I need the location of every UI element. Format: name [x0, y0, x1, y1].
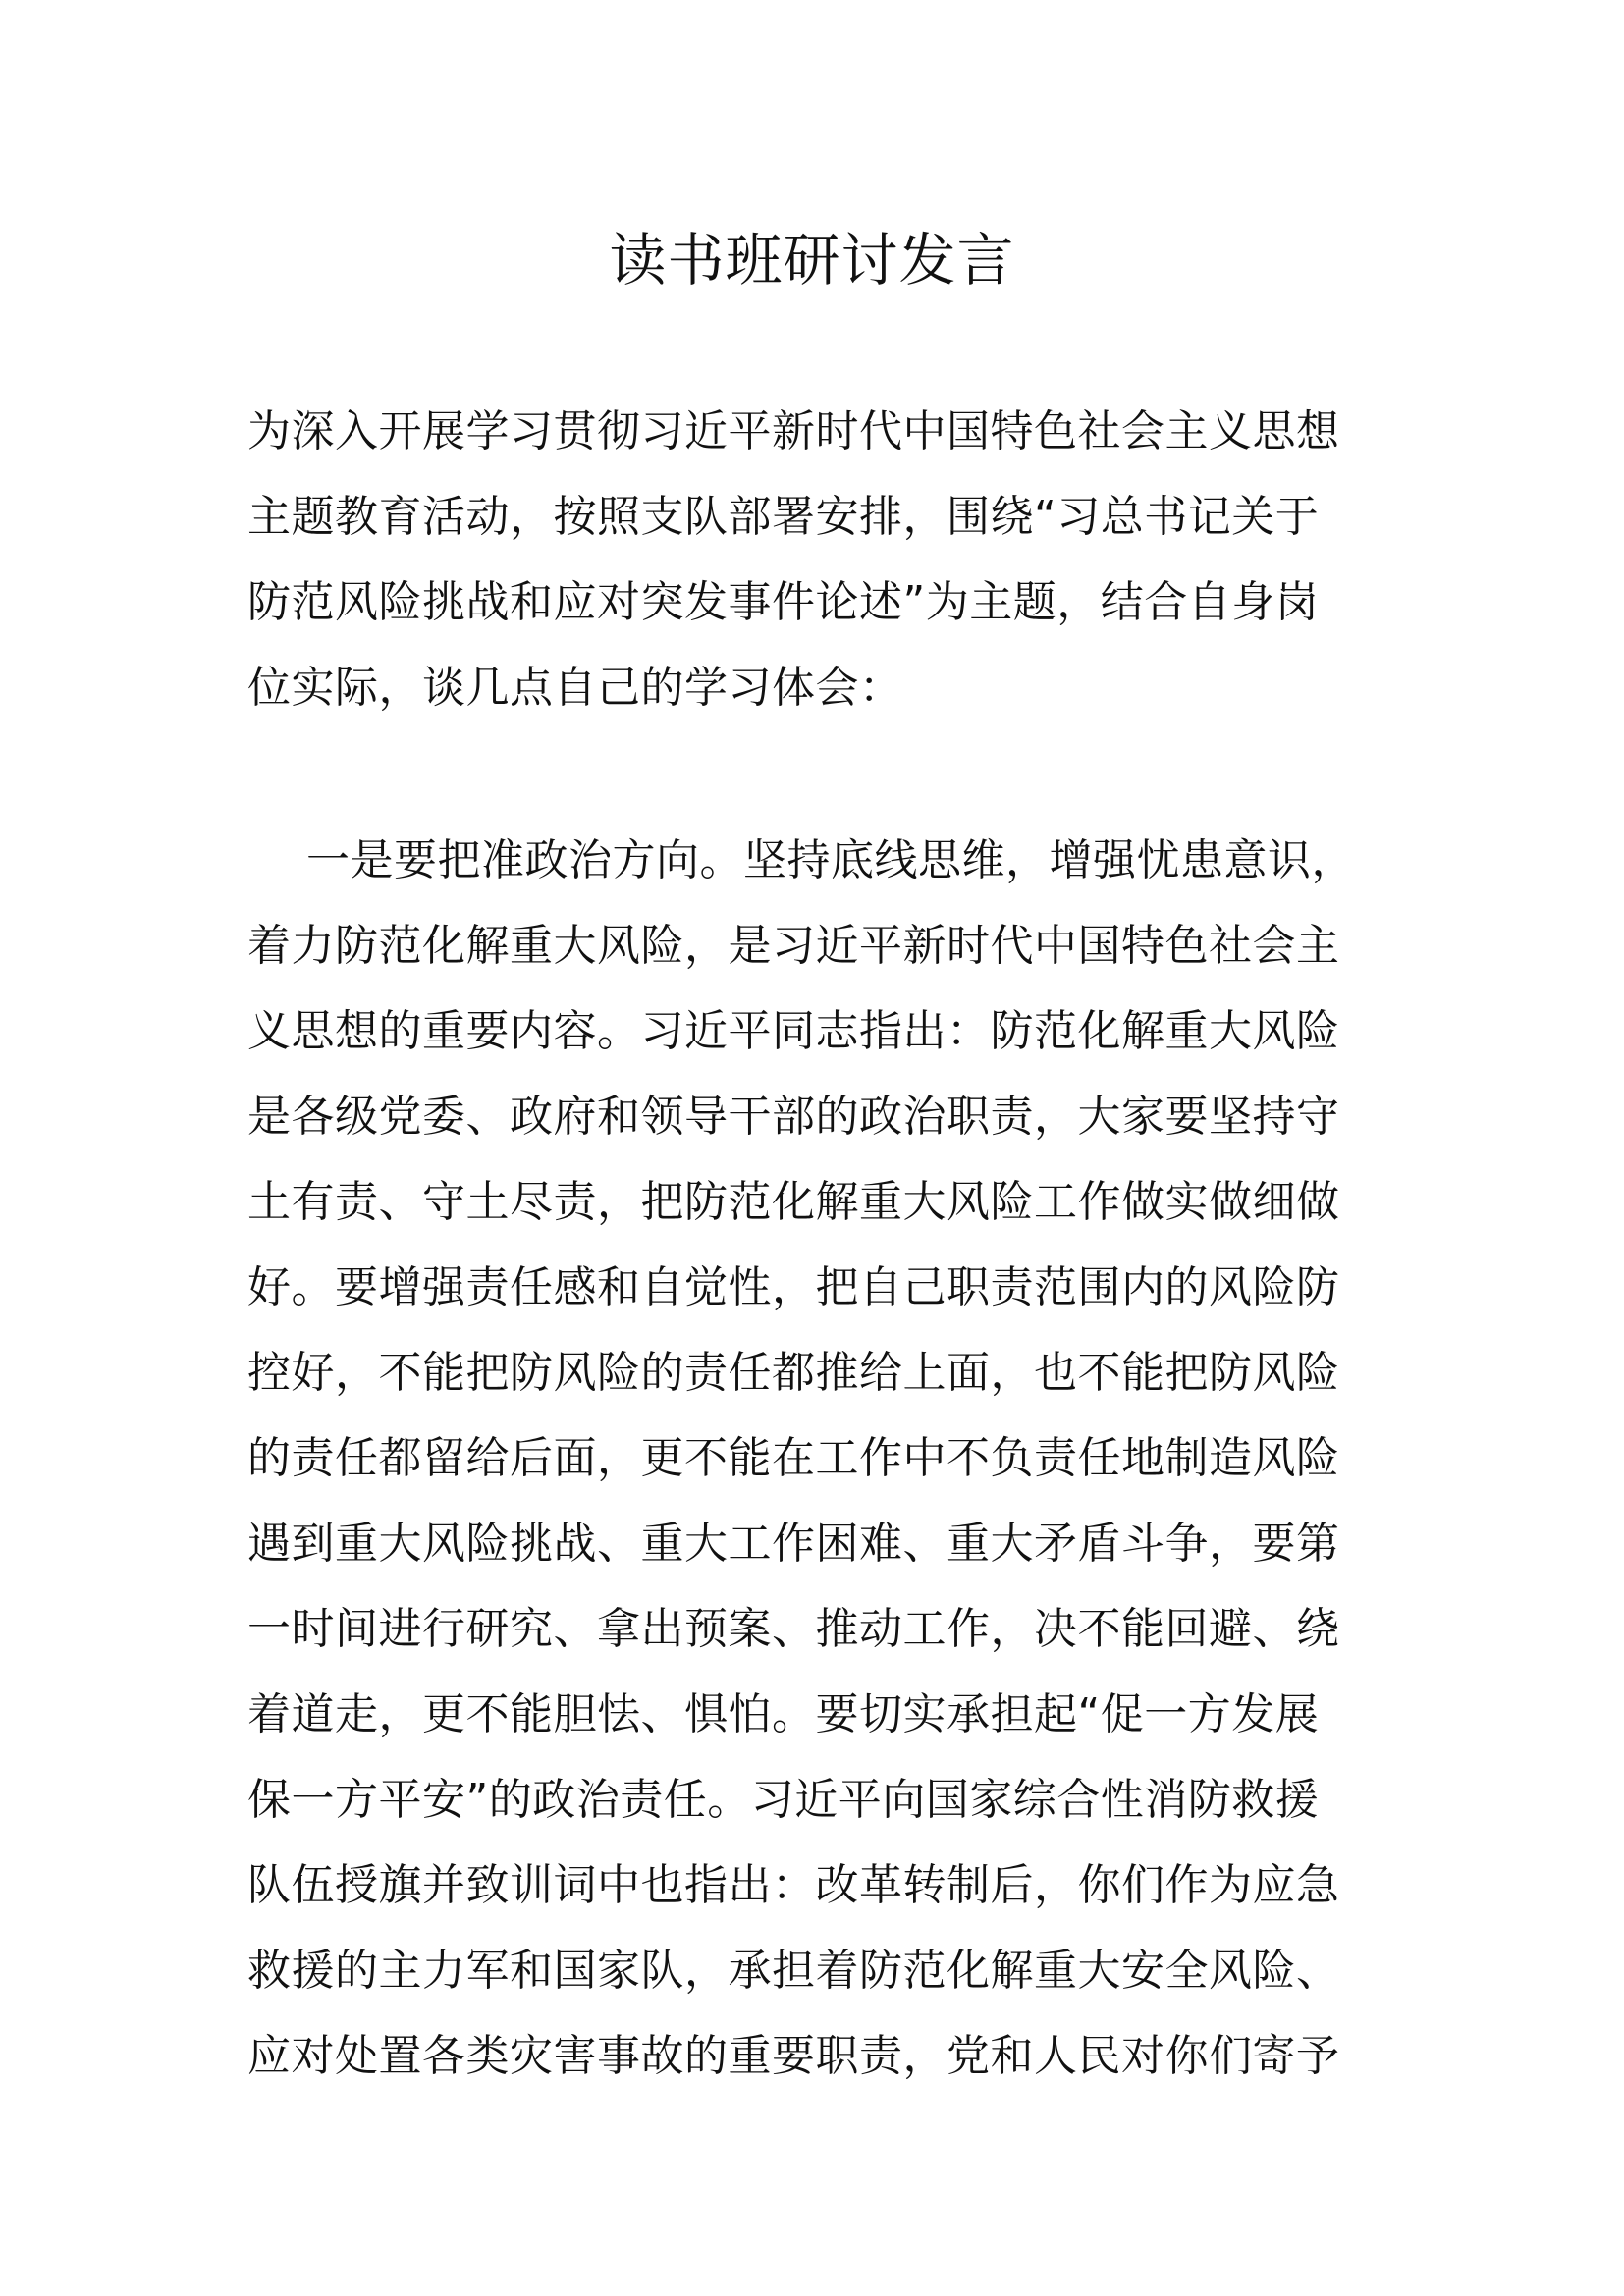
- point1-line: 救援的主力军和国家队，承担着防范化解重大安全风险、: [247, 1946, 1340, 1996]
- intro-line: 主题教育活动，按照支队部署安排，围绕“习总书记关于: [247, 492, 1320, 542]
- point1-line: 好。要增强责任感和自觉性，把自己职责范围内的风险防: [247, 1262, 1340, 1312]
- point1-line: 义思想的重要内容。习近平同志指出：防范化解重大风险: [247, 1006, 1340, 1056]
- point1-line: 的责任都留给后面，更不能在工作中不负责任地制造风险: [247, 1433, 1340, 1483]
- point1-line: 着道走，更不能胆怯、惧怕。要切实承担起“促一方发展: [247, 1689, 1320, 1739]
- intro-line: 位实际，谈几点自己的学习体会：: [247, 663, 903, 713]
- point1-line: 应对处置各类灾害事故的重要职责，党和人民对你们寄予: [247, 2031, 1340, 2081]
- point1-line: 保一方平安”的政治责任。习近平向国家综合性消防救援: [247, 1775, 1320, 1825]
- point1-line: 一时间进行研究、拿出预案、推动工作，决不能回避、绕: [247, 1604, 1340, 1654]
- point1-line: 控好，不能把防风险的责任都推给上面，也不能把防风险: [247, 1348, 1340, 1398]
- point1-line: 遇到重大风险挑战、重大工作困难、重大矛盾斗争，要第: [247, 1519, 1340, 1569]
- point1-line: 是各级党委、政府和领导干部的政治职责，大家要坚持守: [247, 1092, 1340, 1142]
- point1-line: 土有责、守土尽责，把防范化解重大风险工作做实做细做: [247, 1177, 1340, 1227]
- document-title: 读书班研讨发言: [609, 227, 1015, 294]
- intro-line: 防范风险挑战和应对突发事件论述”为主题，结合自身岗: [247, 577, 1320, 627]
- point1-line: 队伍授旗并致训词中也指出：改革转制后，你们作为应急: [247, 1860, 1340, 1910]
- intro-line: 为深入开展学习贯彻习近平新时代中国特色社会主义思想: [247, 406, 1340, 456]
- point1-line: 着力防范化解重大风险，是习近平新时代中国特色社会主: [247, 921, 1340, 971]
- point1-line: 一是要把准政治方向。坚持底线思维，增强忧患意识，: [306, 835, 1355, 885]
